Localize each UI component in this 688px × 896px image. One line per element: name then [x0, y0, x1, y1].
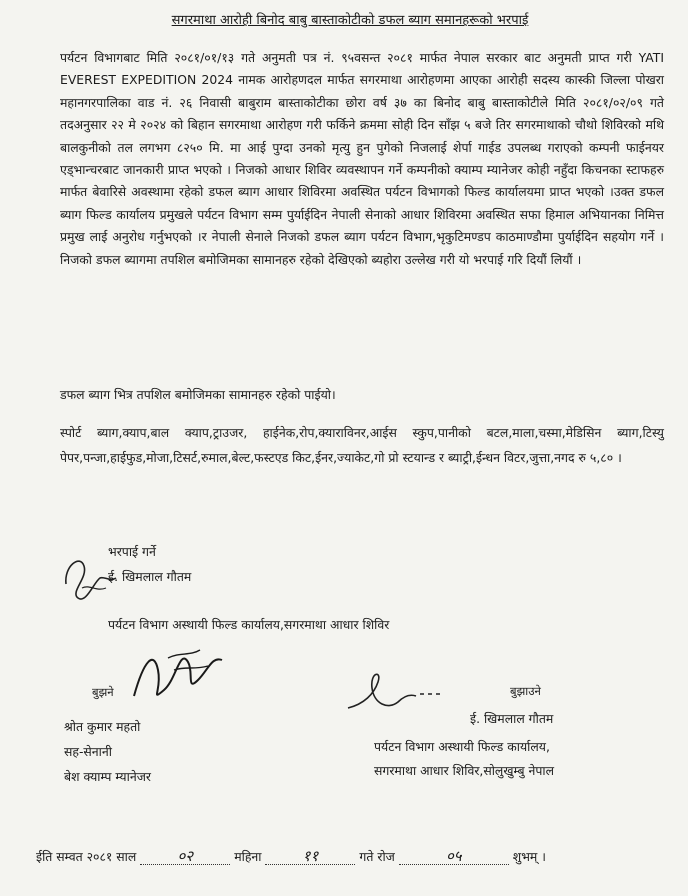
items-list: स्पोर्ट ब्याग,क्याप,बाल क्याप,ट्राउजर, हाईनेक,रोप,क्याराविनर,आईस स्कुप,पानीको बटल,माला,चस्मा,मेडिसिन ब्याग,टिस्यु पेपर,पन्जा,हाईफुड,मोजा,टिसर्ट,रुमाल,बेल्ट,फस्टएड किट,ईनर,ज्याकेट,गो प्रो स्टयान्ड र ब्याट्री,ईन्धन विटर,जुत्ता,नगद रु ५,८० । [60, 425, 664, 465]
document-title: सगरमाथा आरोही बिनोद बाबु बास्ताकोटीको डफल ब्याग समानहरूको भरपाई [171, 13, 529, 28]
handover-name: ई. खिमलाल गौतम [470, 711, 554, 726]
footer-year-value: ०२ [140, 848, 230, 865]
handover-office-line1: पर्यटन विभाग अस्थायी फिल्ड कार्यालय, [374, 739, 550, 754]
footer-date-line [36, 848, 666, 865]
footer-suffix: शुभम् । [512, 849, 546, 864]
body-paragraph: पर्यटन विभागबाट मिति २०८१/०१/१३ गते अनुमती पत्र नं. ९५वसन्त २०८१ मार्फत नेपाल सरकार बाट अनुमती प्राप्त गरी YATI EVEREST EXPEDITION 2024 नामक आरोहणदल मार्फत सगरमाथा आरोहणमा आएका आरोही सदस्य कास्की जिल्ला पोखरा महानगरपालिका वाड नं. २६ निवासी बाबुराम बास्ताकोटीका छोरा वर्ष ३७ का बिनोद बाबु बास्ताकोटीले मिति २०८१/०२/०९ गते तदअनुसार २२ मे २०२४ को बिहान सगरमाथा आरोहण गरी फर्किने क्रममा सोही दिन साँझ ५ बजे तिर सगरमाथाको चौथो शिविरको मथि बालकुनीको तल लगभग ८२५० मि. मा आई पुग्दा उनको मृत्यु हुन पुगेको निजलाई शेर्पा गाईड उपलब्ध गराएको कम्पनी फाईनयर एड्भान्चरबाट जानकारी प्राप्त भएको । निजको आधार शिविर व्यवस्थापन गर्ने कम्पनीको क्याम्प म्यानेजर कोही नहुँदा किचनका स्टाफहरु मार्फत बेवारिसे अवस्थामा रहेको डफल ब्याग आधार शिविरमा अवस्थित पर्यटन विभागको फिल्ड कार्यालयमा प्राप्त भएको ।उक्त डफल ब्याग फिल्ड कार्यालय प्रमुखले पर्यटन विभाग सम्म पुर्याईदिन नेपाली सेनाको आधार शिविरमा अवस्थित सफा हिमाल अभियानका निमित्त प्रमुख लाई अनुरोध गर्नुभएको ।र नेपाली सेनाले निजको डफल ब्याग पर्यटन विभाग,भृकुटिमण्डप काठमाण्डौमा पुर्याईदिन सहयोग गर्ने । निजको डफल ब्यागमा तपशिल बमोजिमका सामानहरु रहेको देखिएको ब्यहोरा उल्लेख गरी यो भरपाई गरि दियौं लियौं । [60, 50, 664, 267]
receiver-name: ई. खिमलाल गौतम [108, 569, 192, 584]
witness-rank: सह-सेनानी [64, 744, 112, 759]
handover-office-line2: सगरमाथा आधार शिविर,सोलुखुम्बु नेपाल [374, 763, 555, 778]
items-heading: डफल ब्याग भित्र तपशिल बमोजिमका सामानहरु रहेको पाईयो। [60, 387, 336, 402]
receiver-label: भरपाई गर्ने [108, 544, 156, 559]
footer-weekday-value: ०५ [399, 848, 509, 865]
witness-role: बेश क्याम्प म्यानेजर [64, 769, 151, 784]
handover-label: बुझाउने [510, 684, 541, 698]
receiver-office: पर्यटन विभाग अस्थायी फिल्ड कार्यालय,सगरमाथा आधार शिविर [108, 617, 390, 632]
footer-day-label: गते रोज [359, 849, 395, 864]
handover-signature [344, 664, 444, 724]
footer-prefix: ईति सम्वत २०८१ साल [36, 849, 137, 864]
witness-name: श्रोत कुमार महतो [64, 719, 141, 734]
footer-month-label: महिना [234, 849, 262, 864]
footer-day-value: ११ [265, 848, 355, 865]
witness-label: बुझने [92, 685, 114, 699]
witness-signature [128, 640, 228, 712]
